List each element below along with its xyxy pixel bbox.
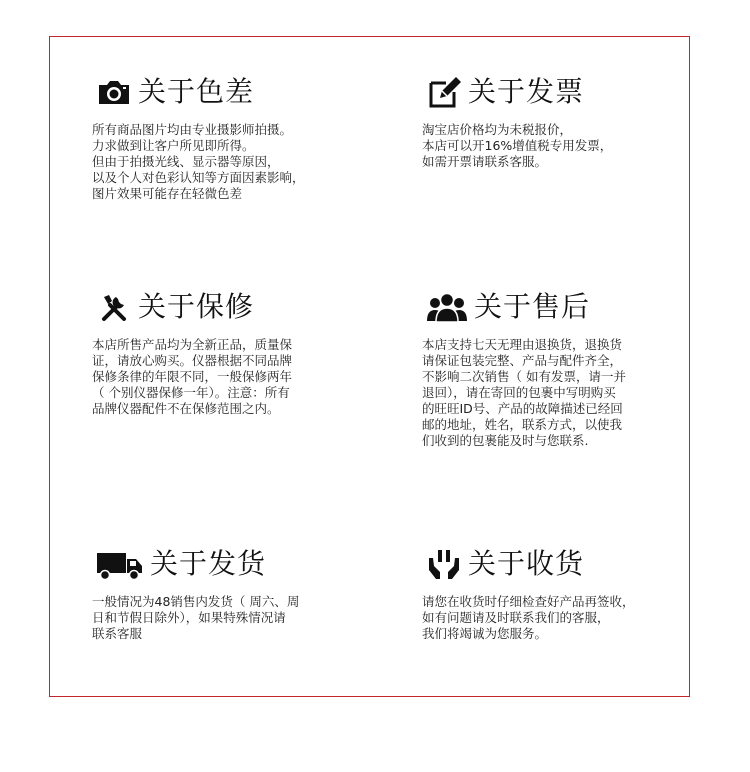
text-line: 本店可以开16%增值税专用发票， xyxy=(422,138,613,153)
section-text xyxy=(422,337,712,449)
text-line: 品牌仪器配件不在保修范围之内。 xyxy=(92,401,280,416)
text-line: 证，请放心购买。仪器根据不同品牌 xyxy=(92,353,293,368)
section-header xyxy=(96,72,254,112)
truck-icon xyxy=(96,546,144,582)
text-line: 如需开票请联系客服。 xyxy=(422,154,548,169)
section-text xyxy=(422,122,712,170)
text-line: 本店支持七天无理由退换货，退换货 xyxy=(422,337,623,352)
section-title: 关于保修 xyxy=(138,290,255,323)
edit-icon xyxy=(426,74,462,110)
text-line: 所有商品图片均由专业摄影师拍摄。 xyxy=(92,122,293,137)
section-header xyxy=(426,72,584,112)
section-text xyxy=(92,594,382,642)
section-title: 关于发货 xyxy=(150,547,267,580)
text-line: 保修条律的年限不同，一般保修两年 xyxy=(92,369,293,384)
section-header xyxy=(96,544,266,584)
text-line: （ 个别仪器保修一年）。注意：所有 xyxy=(92,385,290,400)
text-line: 图片效果可能存在轻微色差 xyxy=(92,186,243,201)
section-header xyxy=(426,287,590,327)
text-line: 我们将竭诚为您服务。 xyxy=(422,626,548,641)
section-header xyxy=(96,287,254,327)
package-hands-icon xyxy=(426,546,462,582)
text-line: 请您在收货时仔细检查好产品再签收， xyxy=(422,594,635,609)
text-line: 不影响二次销售（ 如有发票，请一并 xyxy=(422,369,626,384)
camera-icon xyxy=(96,74,132,110)
section-title: 关于收货 xyxy=(468,547,585,580)
text-line: 请保证包装完整、产品与配件齐全， xyxy=(422,353,623,368)
text-line: 淘宝店价格均为未税报价， xyxy=(422,122,573,137)
section-text xyxy=(92,337,382,417)
section-text xyxy=(92,122,382,202)
section-title: 关于发票 xyxy=(468,75,585,108)
section-title: 关于色差 xyxy=(138,75,255,108)
text-line: 力求做到让客户所见即所得。 xyxy=(92,138,255,153)
text-line: 退回），请在寄回的包裹中写明购买 xyxy=(422,385,616,400)
text-line: 但由于拍摄光线、显示器等原因， xyxy=(92,154,280,169)
text-line: 联系客服 xyxy=(92,626,143,641)
section-text xyxy=(422,594,712,642)
text-line: 如有问题请及时联系我们的客服， xyxy=(422,610,610,625)
text-line: 本店所售产品均为全新正品，质量保 xyxy=(92,337,293,352)
text-line: 一般情况为48销售内发货（ 周六、周 xyxy=(92,594,300,609)
tools-icon xyxy=(96,289,132,325)
text-line: 邮的地址，姓名，联系方式，以使我 xyxy=(422,417,623,432)
text-line: 以及个人对色彩认知等方面因素影响， xyxy=(92,170,305,185)
text-line: 们收到的包裹能及时与您联系. xyxy=(422,433,589,448)
group-icon xyxy=(426,289,468,325)
text-line: 日和节假日除外），如果特殊情况请 xyxy=(92,610,286,625)
section-header xyxy=(426,544,584,584)
text-line: 的旺旺ID号、产品的故障描述已经回 xyxy=(422,401,623,416)
section-title: 关于售后 xyxy=(474,290,591,323)
